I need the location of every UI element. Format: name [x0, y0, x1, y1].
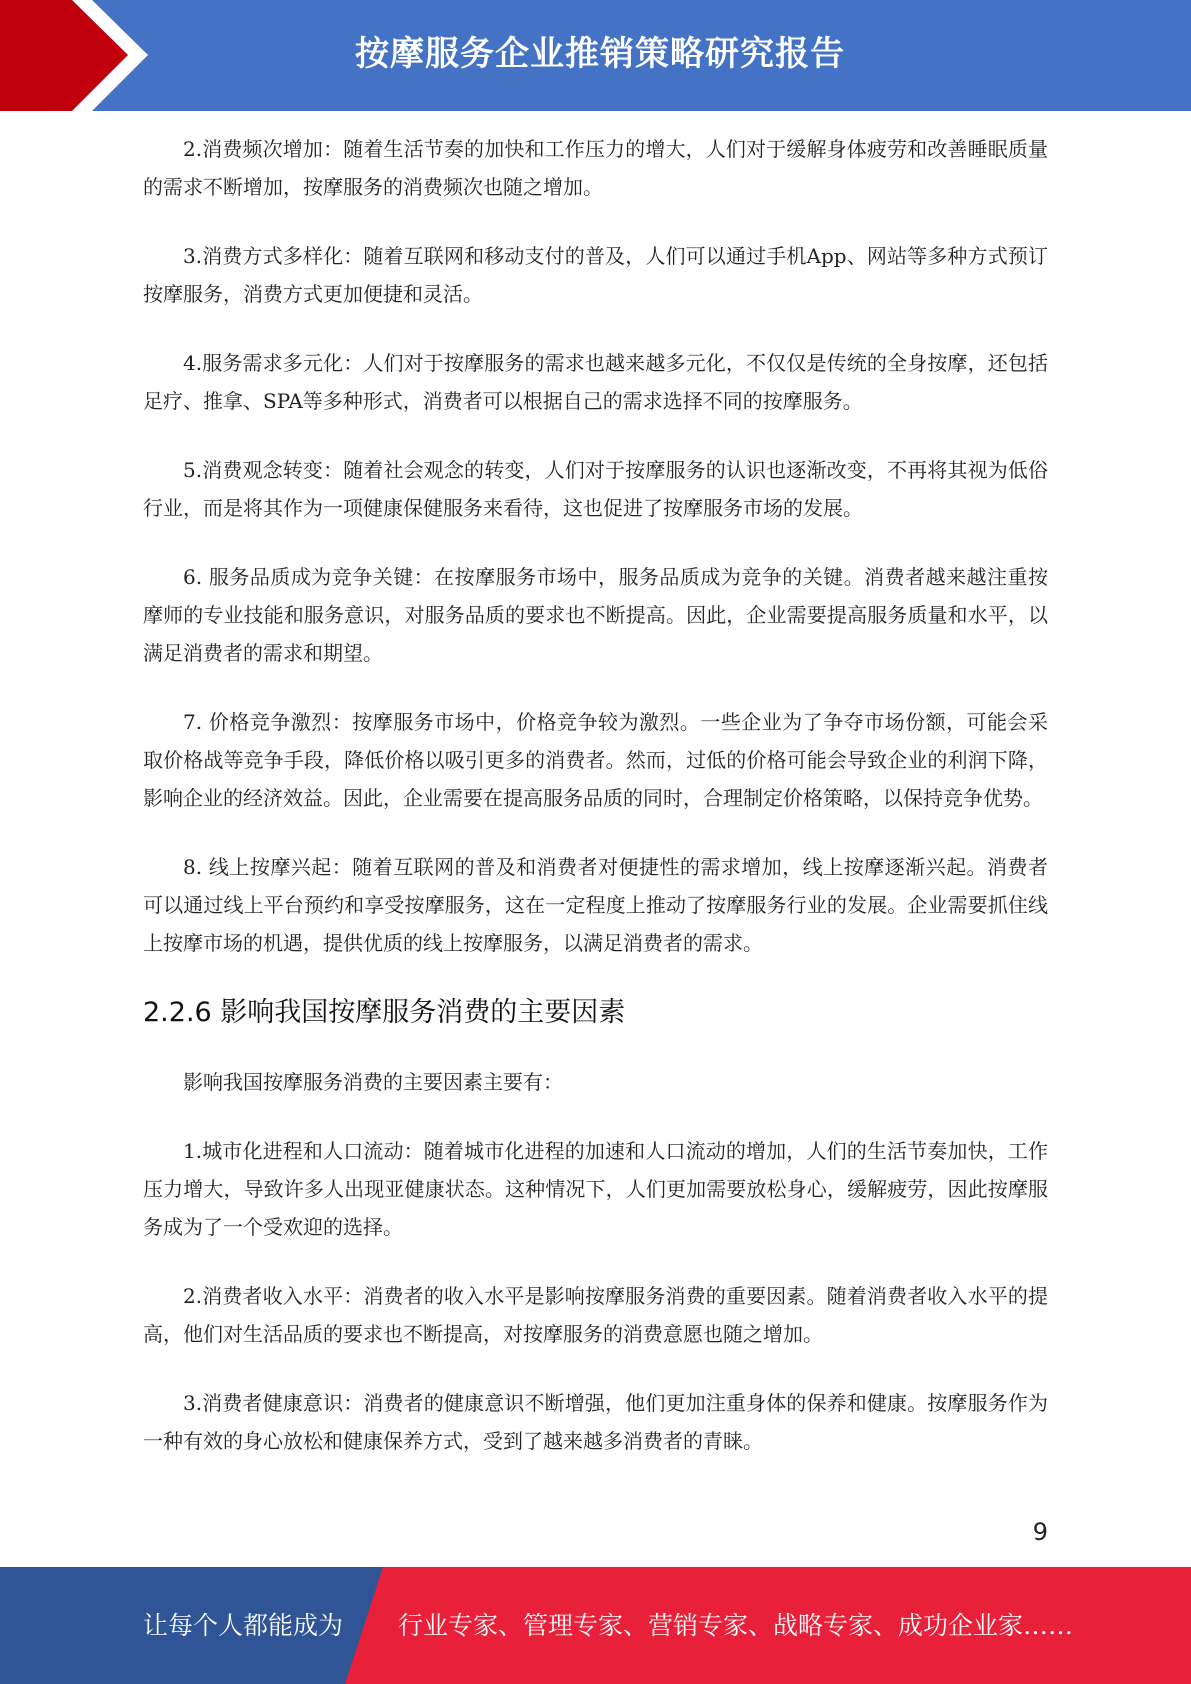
paragraph-factors-intro: 影响我国按摩服务消费的主要因素主要有：: [183, 1070, 563, 1094]
paragraph-urbanization: 1.城市化进程和人口流动：随着城市化进程的加速和人口流动的增加，人们的生活节奏加快，工作压力增大，导致许多人出现亚健康状态。这种情况下，人们更加需要放松身心，缓解疲劳，因此按摩服务成为了一个受欢迎的选择。: [143, 1139, 1048, 1239]
paragraph-service-quality: 6. 服务品质成为竞争关键：在按摩服务市场中，服务品质成为竞争的关键。消费者越来越注重按摩师的专业技能和服务意识，对服务品质的要求也不断提高。因此，企业需要提高服务质量和水平，以满足消费者的需求和期望。: [143, 565, 1048, 665]
footer-slogan-left: 让每个人都能成为: [143, 1611, 344, 1640]
paragraph-consumption-concept: 5.消费观念转变：随着社会观念的转变，人们对于按摩服务的认识也逐渐改变，不再将其视为低俗行业，而是将其作为一项健康保健服务来看待，这也促进了按摩服务市场的发展。: [143, 458, 1048, 520]
paragraph-health-awareness: 3.消费者健康意识：消费者的健康意识不断增强，他们更加注重身体的保养和健康。按摩服务作为一种有效的身心放松和健康保养方式，受到了越来越多消费者的青睐。: [143, 1391, 1048, 1453]
footer-slogan-right: 行业专家、管理专家、营销专家、战略专家、成功企业家……: [398, 1611, 1074, 1640]
section-heading: 2.2.6 影响我国按摩服务消费的主要因素: [143, 997, 626, 1028]
page-content: [143, 130, 1048, 1491]
paragraph-income-level: 2.消费者收入水平：消费者的收入水平是影响按摩服务消费的重要因素。随着消费者收入水平的提高，他们对生活品质的要求也不断提高，对按摩服务的消费意愿也随之增加。: [143, 1284, 1048, 1346]
page-number: 9: [1032, 1518, 1048, 1546]
paragraph-online-massage: 8. 线上按摩兴起：随着互联网的普及和消费者对便捷性的需求增加，线上按摩逐渐兴起。消费者可以通过线上平台预约和享受按摩服务，这在一定程度上推动了按摩服务行业的发展。企业需要抓住线上按摩市场的机遇，提供优质的线上按摩服务，以满足消费者的需求。: [143, 855, 1048, 955]
page-header: [0, 0, 1191, 111]
paragraph-service-demand: 4.服务需求多元化：人们对于按摩服务的需求也越来越多元化，不仅仅是传统的全身按摩，还包括足疗、推拿、SPA等多种形式，消费者可以根据自己的需求选择不同的按摩服务。: [143, 351, 1048, 413]
paragraph-consumption-methods: 3.消费方式多样化：随着互联网和移动支付的普及，人们可以通过手机App、网站等多种方式预订按摩服务，消费方式更加便捷和灵活。: [143, 244, 1048, 306]
paragraph-price-competition: 7. 价格竞争激烈：按摩服务市场中，价格竞争较为激烈。一些企业为了争夺市场份额，可能会采取价格战等竞争手段，降低价格以吸引更多的消费者。然而，过低的价格可能会导致企业的利润下降，影响企业的经济效益。因此，企业需要在提高服务品质的同时，合理制定价格策略，以保持竞争优势。: [143, 710, 1048, 810]
paragraph-consumption-frequency: 2.消费频次增加：随着生活节奏的加快和工作压力的增大，人们对于缓解身体疲劳和改善睡眠质量的需求不断增加，按摩服务的消费频次也随之增加。: [143, 137, 1048, 199]
page-footer: [0, 1567, 1191, 1684]
report-title: 按摩服务企业推销策略研究报告: [355, 34, 845, 74]
